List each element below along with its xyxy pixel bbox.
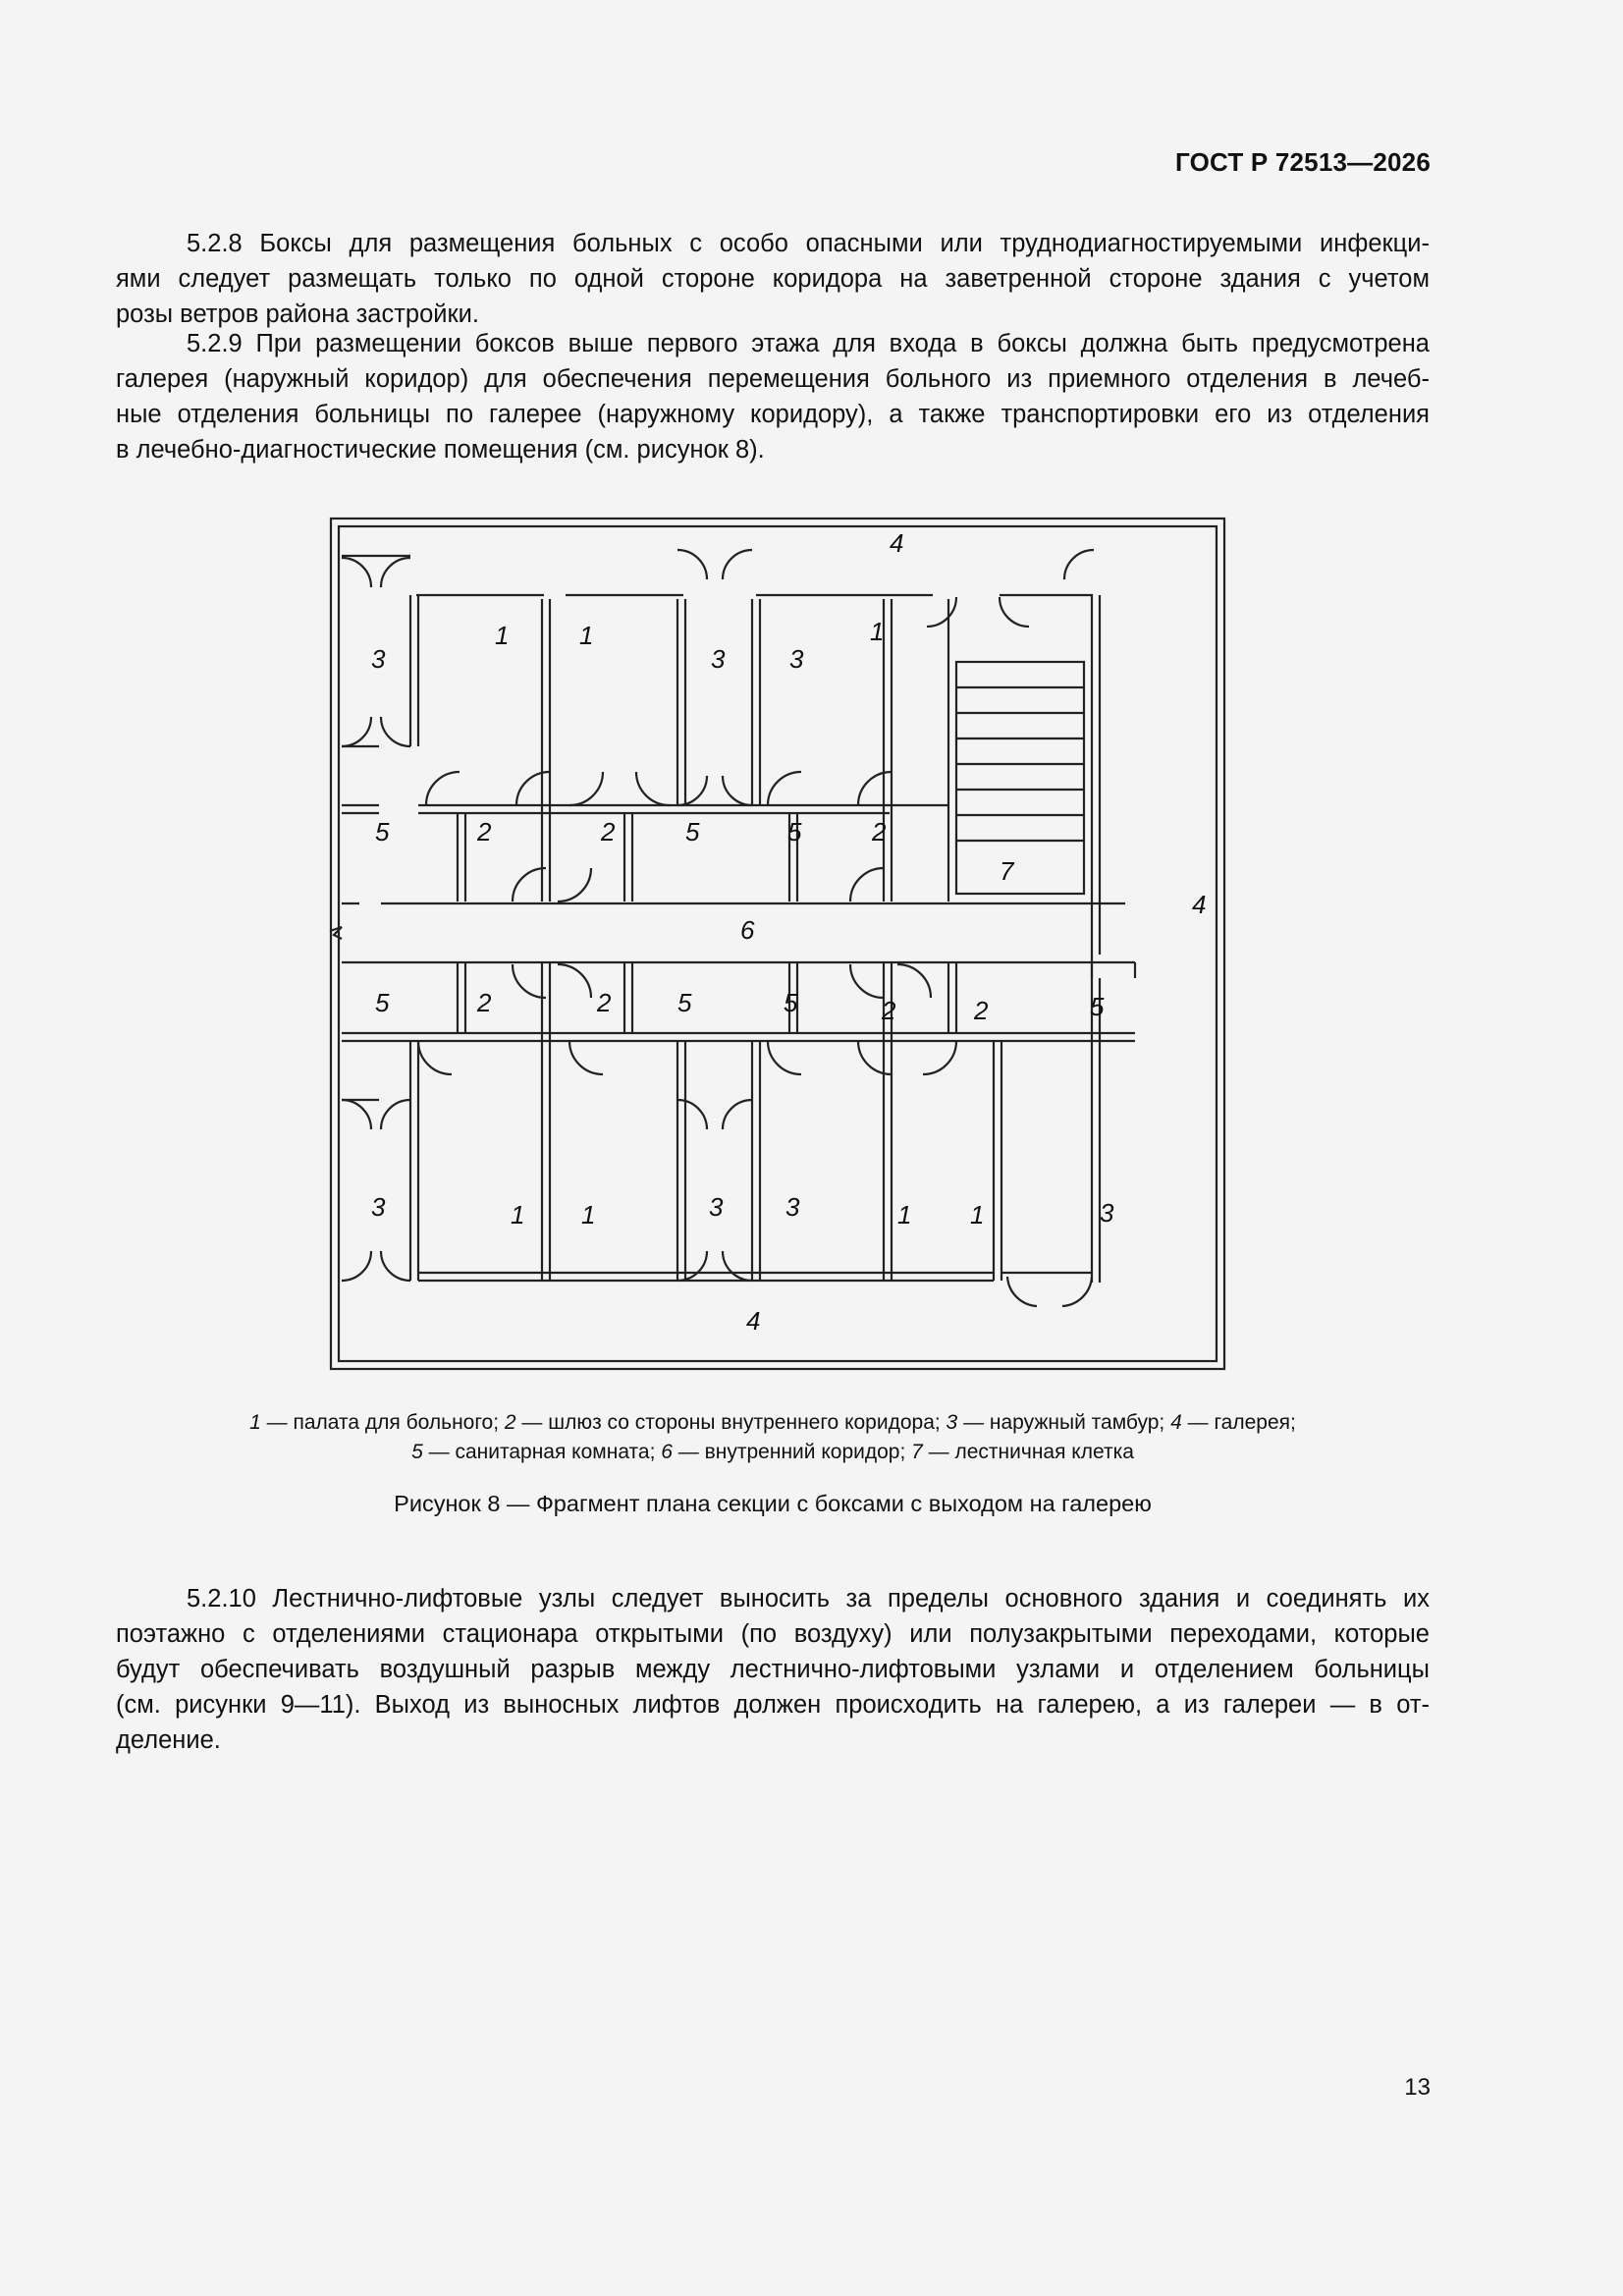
room-label-vestibule: 3 [1100,1198,1114,1228]
room-label-sanitary: 5 [784,988,798,1017]
room-label-ward: 1 [495,621,510,650]
room-label-vestibule: 3 [711,644,726,674]
outer-wall [331,519,1224,1369]
legend-number: 7 [911,1441,923,1463]
legend-text: — наружный тамбур; [957,1411,1171,1434]
legend-number: 6 [661,1441,673,1463]
paragraph-5-2-9 [116,326,1430,467]
wall [677,599,685,805]
corridor-wall [342,962,1135,978]
legend-text: — галерея; [1181,1411,1296,1434]
room-label-gallery: 4 [890,528,904,558]
text-line: поэтажно с отделениями стационара открытыми (по воздуху) или полузакрытыми переходами, которые [116,1620,1430,1648]
wall [410,595,418,746]
legend-text: — санитарная комната; [422,1441,662,1463]
legend-line [116,1438,1430,1467]
room-label-airlock: 2 [477,817,492,847]
room-label-vestibule: 3 [371,644,386,674]
legend-number: 3 [946,1411,958,1434]
door-swing [342,1100,410,1129]
room-label-sanitary: 5 [375,988,390,1017]
text-line: 5.2.9 При размещении боксов выше первого этажа для входа в боксы должна быть предусмотрена [187,330,1430,357]
wall [342,556,1092,978]
legend-number: 4 [1170,1411,1182,1434]
room-label-gallery: 4 [1192,890,1207,919]
door-swing [850,868,884,902]
wall [342,1033,1135,1041]
door-swing [927,597,1029,627]
stairwell-outline [956,662,1084,894]
door-swing [418,1041,801,1074]
room-label-sanitary: 5 [685,817,700,847]
figure-caption: Рисунок 8 — Фрагмент плана секции с боксами с выходом на галерею [394,1491,1152,1516]
wall [624,813,632,902]
room-label-airlock: 2 [882,996,896,1025]
door-swing [677,776,752,805]
floor-plan-figure [320,511,1233,1375]
wall [410,1041,418,1281]
legend-number: 1 [249,1411,261,1434]
stair-steps [956,687,1084,841]
wall [752,599,760,805]
door-swing [677,1251,752,1281]
door-swing [858,1041,956,1074]
legend-number: 5 [411,1441,423,1463]
wall [752,1041,760,1281]
door-swing [569,772,670,805]
outer-wall-inner [339,526,1217,1361]
text-line: ные отделения больницы по галерее (наружному коридору), а также транспортировки его из отделения [116,401,1430,428]
room-label-stairwell: 7 [1000,856,1014,886]
wall [884,599,892,902]
legend-text: — лестничная клетка [922,1441,1134,1463]
door-swing [342,717,410,746]
text-line: деление. [116,1726,221,1754]
text-line: (см. рисунки 9—11). Выход из выносных лифтов должен происходить на галерею, а из галереи — в от- [116,1691,1430,1719]
text-line: ями следует размещать только по одной стороне коридора на заветренной стороне здания с учетом [116,265,1430,293]
room-label-airlock: 2 [872,817,887,847]
room-label-ward: 1 [897,1200,912,1230]
room-label-airlock: 2 [597,988,612,1017]
door-swing [342,558,410,587]
door-swing [1064,550,1094,579]
room-label-gallery: 4 [746,1306,761,1336]
paragraph-5-2-10 [116,1581,1430,1758]
wall [418,1273,1092,1281]
room-label-sanitary: 5 [677,988,692,1017]
room-label-airlock: 2 [477,988,492,1017]
door-swing [1007,1277,1092,1306]
door-swing [513,868,591,902]
door-swing [677,550,752,579]
door-swing [342,1251,410,1281]
room-label-ward: 1 [870,617,885,646]
room-label-sanitary: 5 [1090,992,1105,1021]
floor-plan-drawing [320,511,1233,1375]
legend-text: — палата для больного; [260,1411,505,1434]
text-line: 5.2.8 Боксы для размещения больных с особо опасными или труднодиагностируемыми инфекци- [187,230,1430,257]
figure-legend [116,1408,1430,1467]
room-label-airlock: 2 [974,996,989,1025]
room-label-sanitary: 5 [375,817,390,847]
text-line: 5.2.10 Лестнично-лифтовые узлы следует выносить за пределы основного здания и соединять их [187,1585,1430,1613]
room-label-ward: 1 [581,1200,596,1230]
room-label-vestibule: 3 [789,644,804,674]
room-label-ward: 1 [579,621,594,650]
wall [677,1041,685,1281]
paragraph-5-2-8 [116,226,1430,332]
wall [342,805,379,813]
room-label-vestibule: 3 [785,1192,800,1222]
text-line: галерея (наружный коридор) для обеспечения перемещения больного из приемного отделения в лечеб- [116,365,1430,393]
wall [542,599,550,902]
room-label-ward: 1 [970,1200,985,1230]
legend-number: 2 [504,1411,516,1434]
text-line: в лечебно-диагностические помещения (см. рисунок 8). [116,436,765,464]
text-line: будут обеспечивать воздушный разрыв между лестнично-лифтовыми узлами и отделением больницы [116,1656,1430,1683]
door-swing [677,1100,752,1129]
door-swing [513,964,591,998]
wall [542,962,550,1281]
room-label-sanitary: 5 [787,817,802,847]
text-line: розы ветров района застройки. [116,301,479,328]
room-label-airlock: 2 [601,817,616,847]
page-number: 13 [1404,2074,1431,2101]
legend-text: — внутренний коридор; [672,1441,912,1463]
door-swing [426,772,550,805]
legend-text: — шлюз со стороны внутреннего коридора; [515,1411,947,1434]
wall [458,813,465,902]
door-swing [768,772,892,805]
document-code: ГОСТ Р 72513—2026 [1175,147,1431,177]
room-label-corridor: 6 [740,915,755,945]
room-label-ward: 1 [511,1200,525,1230]
room-label-vestibule: 3 [371,1192,386,1222]
legend-line [116,1408,1430,1438]
room-label-vestibule: 3 [709,1192,724,1222]
wall [994,1041,1001,1281]
